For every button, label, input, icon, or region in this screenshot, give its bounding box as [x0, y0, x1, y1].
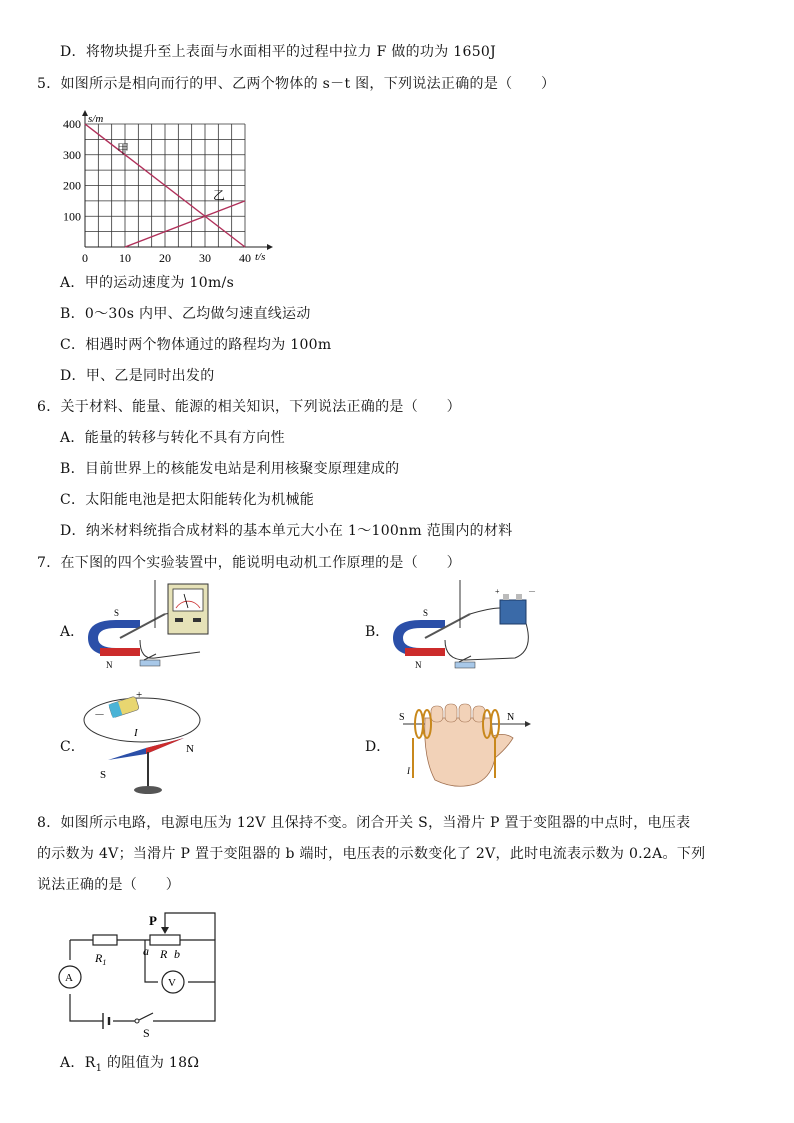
x-axis-label: t/s [255, 251, 266, 263]
series-label-2: 乙 [213, 188, 226, 203]
q6-option-c: C．太阳能电池是把太阳能转化为机械能 [60, 492, 315, 508]
battery-minus-label: － [94, 709, 105, 721]
coil-s-label: S [399, 712, 405, 723]
slider-p-label: P [149, 913, 157, 928]
y-tick-label: 200 [63, 178, 81, 193]
r1-label: $R_1$ [95, 951, 107, 967]
ammeter-label: A [65, 972, 73, 984]
rheostat-end-a-label: a [143, 944, 149, 958]
pole-n-label: N [106, 660, 113, 670]
q5-option-d: D．甲、乙是同时出发的 [60, 368, 215, 384]
x-tick-label: 10 [119, 251, 131, 265]
series-label-1: 甲 [117, 142, 130, 157]
needle-n-label: N [186, 743, 194, 755]
q4-option-d: D．将物块提升至上表面与水面相平的过程中拉力 F 做的功为 1650J [60, 44, 497, 60]
y-axis-label: s/m [88, 113, 104, 125]
q8-stem-line3: 说法正确的是（ ） [37, 877, 180, 893]
y-tick-label: 100 [63, 209, 81, 224]
coil-n-label: N [507, 712, 515, 723]
x-tick-label: 30 [199, 251, 211, 265]
q8-circuit-diagram [55, 905, 230, 1040]
q7-stem: 7．在下图的四个实验装置中，能说明电动机工作原理的是（ ） [37, 555, 461, 571]
q8-option-a: A．$R_1$ 的阻值为 18Ω [60, 1055, 200, 1074]
q7-figure-d-right-hand-rule [395, 698, 535, 793]
q8-stem-line1: 8．如图所示电路，电源电压为 12V 且保持不变。闭合开关 S，当滑片 P 置于变阻器的中点时，电压表 [37, 815, 691, 831]
q7-label-c: C． [60, 739, 85, 755]
pole-n-label: N [415, 660, 422, 670]
x-tick-label: 40 [239, 251, 251, 265]
q5-stem: 5．如图所示是相向而行的甲、乙两个物体的 s－t 图，下列说法正确的是（ ） [37, 76, 556, 92]
q6-stem: 6．关于材料、能量、能源的相关知识，下列说法正确的是（ ） [37, 399, 461, 415]
q7-figure-b-motor-battery [385, 580, 545, 680]
q8-stem-line2: 的示数为 4V；当滑片 P 置于变阻器的 b 端时，电压表的示数变化了 2V，此时电流表示数为 0.2A。下列 [37, 846, 706, 862]
q5-option-b: B．0～30s 内甲、乙均做匀速直线运动 [60, 306, 311, 322]
q7-figure-c-oersted [80, 688, 210, 803]
st-graph [55, 104, 295, 274]
q7-label-a: A． [60, 624, 85, 640]
q6-option-a: A．能量的转移与转化不具有方向性 [60, 430, 285, 446]
q7-label-d: D． [365, 739, 391, 755]
y-tick-label: 400 [63, 117, 81, 131]
battery-plus-label: + [495, 587, 500, 596]
pole-s-label: S [114, 608, 120, 618]
series-line-2 [125, 201, 245, 247]
q5-option-c: C．相遇时两个物体通过的路程均为 100m [60, 337, 332, 353]
q6-option-d: D．纳米材料统指合成材料的基本单元大小在 1～100nm 范围内的材料 [60, 523, 513, 539]
voltmeter-label: V [168, 977, 176, 989]
rheostat-r-label: R [160, 947, 168, 961]
q7-label-b: B． [365, 624, 390, 640]
x-tick-label: 20 [159, 251, 171, 265]
q7-figure-a-generator-ammeter [80, 580, 240, 680]
coil-current-i-label: I [407, 766, 410, 776]
x-tick-label: 0 [82, 251, 88, 265]
y-tick-label: 300 [63, 147, 81, 162]
battery-plus-label: + [136, 689, 143, 701]
rheostat-end-b-label: b [174, 947, 180, 961]
battery-minus-label: － [528, 587, 536, 596]
needle-s-label: S [100, 769, 107, 781]
x-axis-arrow [267, 244, 273, 250]
switch-s-label: S [143, 1026, 150, 1040]
current-i-label: I [134, 727, 138, 739]
pole-s-label: S [423, 608, 429, 618]
q5-option-a: A．甲的运动速度为 10m/s [60, 275, 235, 291]
q6-option-b: B．目前世界上的核能发电站是利用核聚变原理建成的 [60, 461, 400, 477]
